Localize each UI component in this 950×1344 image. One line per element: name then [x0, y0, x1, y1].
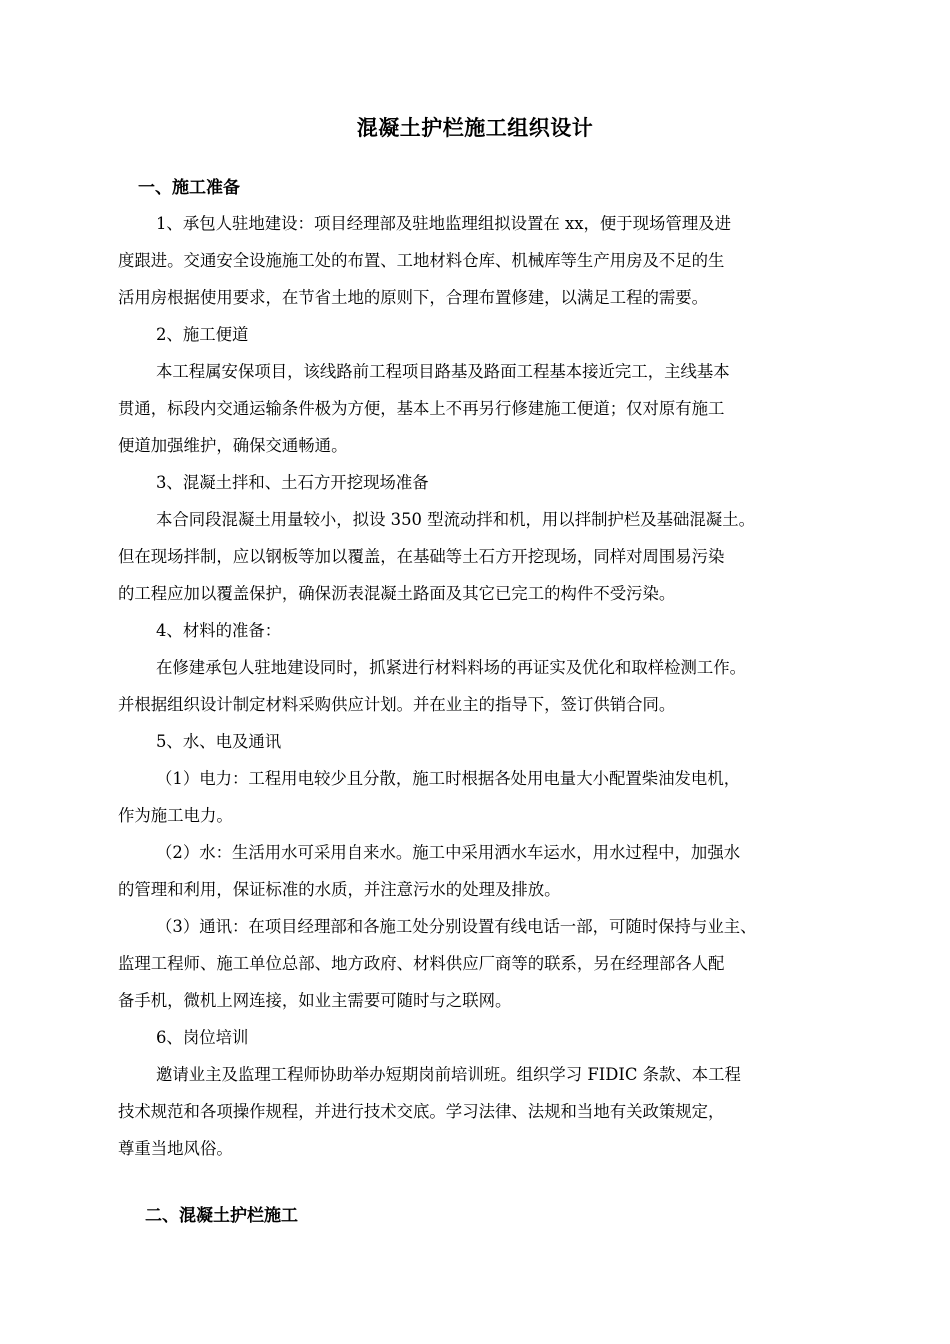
paragraph-materials	[118, 649, 838, 723]
text-line: 本工程属安保项目，该线路前工程项目路基及路面工程基本接近完工，主线基本	[156, 362, 730, 381]
text-line: 度跟进。交通安全设施施工处的布置、工地材料仓库、机械库等生产用房及不足的生	[118, 251, 725, 270]
text-line: （3）通讯：在项目经理部和各施工处分别设置有线电话一部，可随时保持与业主、	[156, 917, 757, 936]
subheading-materials: 4、材料的准备：	[156, 621, 282, 640]
subheading-training: 6、岗位培训	[156, 1028, 249, 1047]
text-line: 并根据组织设计制定材料采购供应计划。并在业主的指导下，签订供销合同。	[118, 695, 676, 714]
section-heading-guardrail-construction: 二、混凝土护栏施工	[145, 1206, 298, 1226]
text-line: 备手机，微机上网连接，如业主需要可随时与之联网。	[118, 991, 512, 1010]
text-line: （2）水：生活用水可采用自来水。施工中采用洒水车运水，用水过程中，加强水	[156, 843, 741, 862]
document-title: 混凝土护栏施工组织设计	[356, 115, 594, 140]
paragraph-mixing-excavation	[118, 501, 838, 612]
subheading-utilities: 5、水、电及通讯	[156, 732, 282, 751]
text-line: 本合同段混凝土用量较小，拟设 350 型流动拌和机，用以拌制护栏及基础混凝土。	[156, 510, 755, 529]
text-line: 的管理和利用，保证标准的水质，并注意污水的处理及排放。	[118, 880, 561, 899]
text-line: 技术规范和各项操作规程，并进行技术交底。学习法律、法规和当地有关政策规定，	[118, 1102, 725, 1121]
section-body-preparation	[118, 205, 838, 1167]
text-line: 尊重当地风俗。	[118, 1139, 233, 1158]
text-line: 监理工程师、施工单位总部、地方政府、材料供应厂商等的联系，另在经理部各人配	[118, 954, 725, 973]
text-line: 作为施工电力。	[118, 806, 233, 825]
text-line: 1、承包人驻地建设：项目经理部及驻地监理组拟设置在 xx，便于现场管理及进	[156, 214, 732, 233]
text-line: 活用房根据使用要求，在节省土地的原则下，合理布置修建，以满足工程的需要。	[118, 288, 709, 307]
text-line: （1）电力：工程用电较少且分散，施工时根据各处用电量大小配置柴油发电机，	[156, 769, 741, 788]
paragraph-communication	[118, 908, 838, 1019]
paragraph-electricity	[118, 760, 838, 834]
paragraph-training	[118, 1056, 838, 1167]
text-line: 邀请业主及监理工程师协助举办短期岗前培训班。组织学习 FIDIC 条款、本工程	[156, 1065, 741, 1084]
paragraph-access-road	[118, 353, 838, 464]
text-line: 贯通，标段内交通运输条件极为方便，基本上不再另行修建施工便道；仅对原有施工	[118, 399, 725, 418]
paragraph-site-construction	[118, 205, 838, 316]
section-heading-preparation: 一、施工准备	[138, 178, 240, 198]
subheading-mixing-excavation: 3、混凝土拌和、土石方开挖现场准备	[156, 473, 429, 492]
text-line: 便道加强维护，确保交通畅通。	[118, 436, 348, 455]
subheading-access-road: 2、施工便道	[156, 325, 249, 344]
paragraph-water	[118, 834, 838, 908]
text-line: 的工程应加以覆盖保护，确保沥表混凝土路面及其它已完工的构件不受污染。	[118, 584, 676, 603]
text-line: 但在现场拌制，应以钢板等加以覆盖，在基础等土石方开挖现场，同样对周围易污染	[118, 547, 725, 566]
text-line: 在修建承包人驻地建设同时，抓紧进行材料料场的再证实及优化和取样检测工作。	[156, 658, 747, 677]
